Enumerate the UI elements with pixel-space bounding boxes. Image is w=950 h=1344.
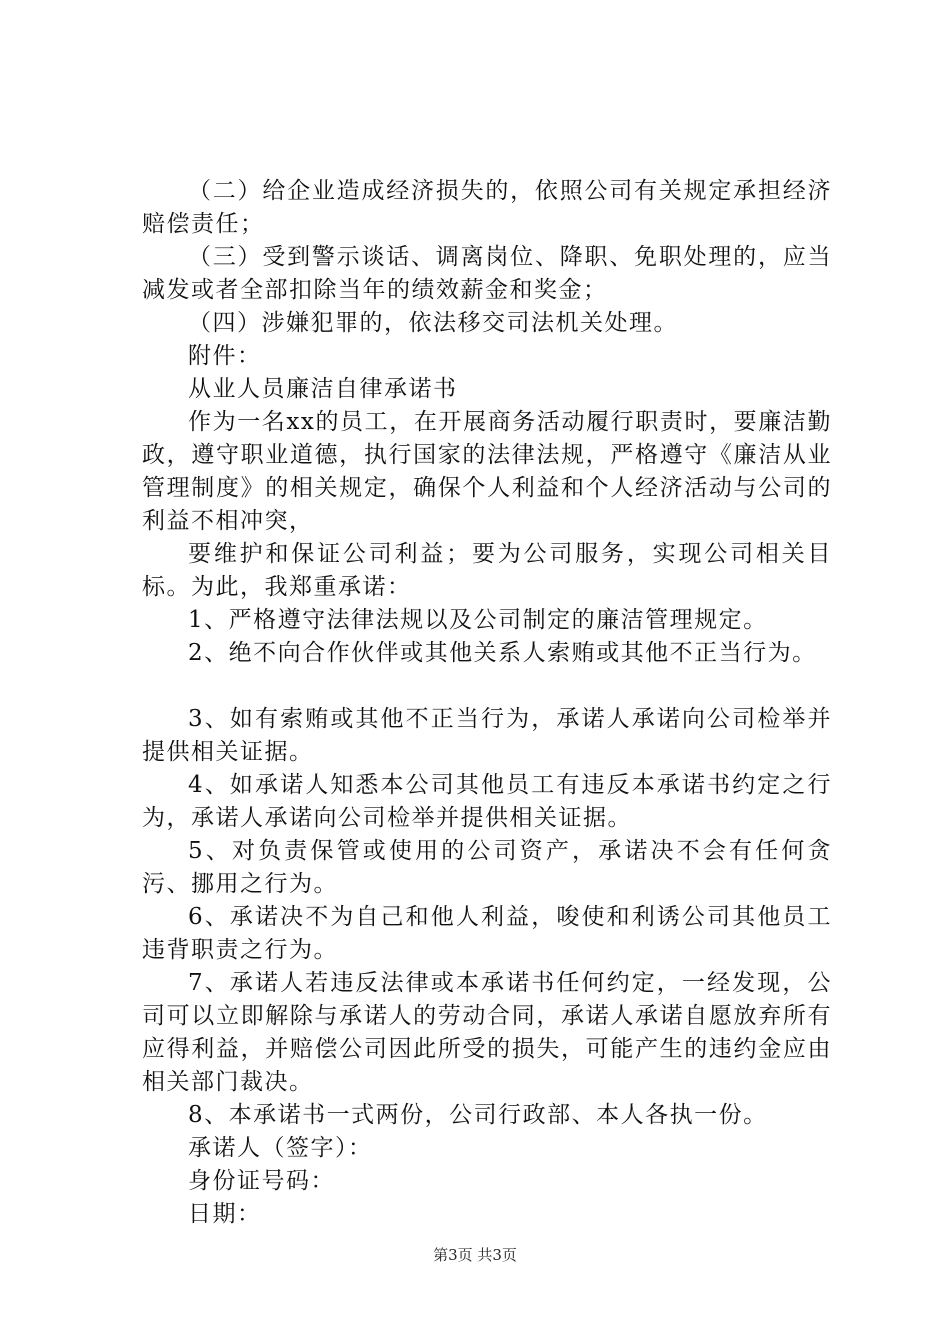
pledge-item-8: 8、本承诺书一式两份，公司行政部、本人各执一份。 bbox=[188, 1102, 768, 1128]
pledge-item-4: 4、如承诺人知悉本公司其他员工有违反本承诺书约定之行为，承诺人承诺向公司检举并提供相关证据。 bbox=[142, 772, 832, 831]
signature-line: 承诺人（签字）： bbox=[188, 1135, 373, 1161]
blank-line bbox=[142, 670, 832, 703]
id-number-line: 身份证号码： bbox=[188, 1168, 335, 1194]
date-line: 日期： bbox=[188, 1201, 262, 1227]
paragraph-commitment-lead: 要维护和保证公司利益；要为公司服务，实现公司相关目标。为此，我郑重承诺： bbox=[142, 541, 832, 600]
page-footer: 第3页 共3页 bbox=[433, 1246, 517, 1264]
pledge-item-7: 7、承诺人若违反法律或本承诺书任何约定，一经发现，公司可以立即解除与承诺人的劳动合同，承诺人承诺自愿放弃所有应得利益，并赔偿公司因此所受的损失，可能产生的违约金应由相关部门裁决。 bbox=[142, 970, 832, 1095]
paragraph-clause-2: （二）给企业造成经济损失的，依照公司有关规定承担经济赔偿责任； bbox=[142, 178, 832, 237]
pledge-item-1: 1、严格遵守法律法规以及公司制定的廉洁管理规定。 bbox=[188, 607, 768, 633]
attachment-label: 附件： bbox=[188, 343, 262, 369]
pledge-item-3: 3、如有索贿或其他不正当行为，承诺人承诺向公司检举并提供相关证据。 bbox=[142, 706, 832, 765]
pledge-item-2: 2、绝不向合作伙伴或其他关系人索贿或其他不正当行为。 bbox=[188, 640, 817, 666]
pledge-item-5: 5、对负责保管或使用的公司资产，承诺决不会有任何贪污、挪用之行为。 bbox=[142, 838, 832, 897]
paragraph-intro: 作为一名xx的员工，在开展商务活动履行职责时，要廉洁勤政，遵守职业道德，执行国家的法律法规，严格遵守《廉洁从业管理制度》的相关规定，确保个人利益和个人经济活动与公司的利益不相冲突， bbox=[142, 409, 832, 534]
paragraph-clause-4: （四）涉嫌犯罪的，依法移交司法机关处理。 bbox=[188, 310, 678, 336]
pledge-item-6: 6、承诺决不为自己和他人利益，唆使和利诱公司其他员工违背职责之行为。 bbox=[142, 904, 832, 963]
attachment-title: 从业人员廉洁自律承诺书 bbox=[188, 376, 458, 402]
paragraph-clause-3: （三）受到警示谈话、调离岗位、降职、免职处理的，应当减发或者全部扣除当年的绩效薪金和奖金； bbox=[142, 244, 832, 303]
document-body bbox=[142, 175, 832, 1231]
